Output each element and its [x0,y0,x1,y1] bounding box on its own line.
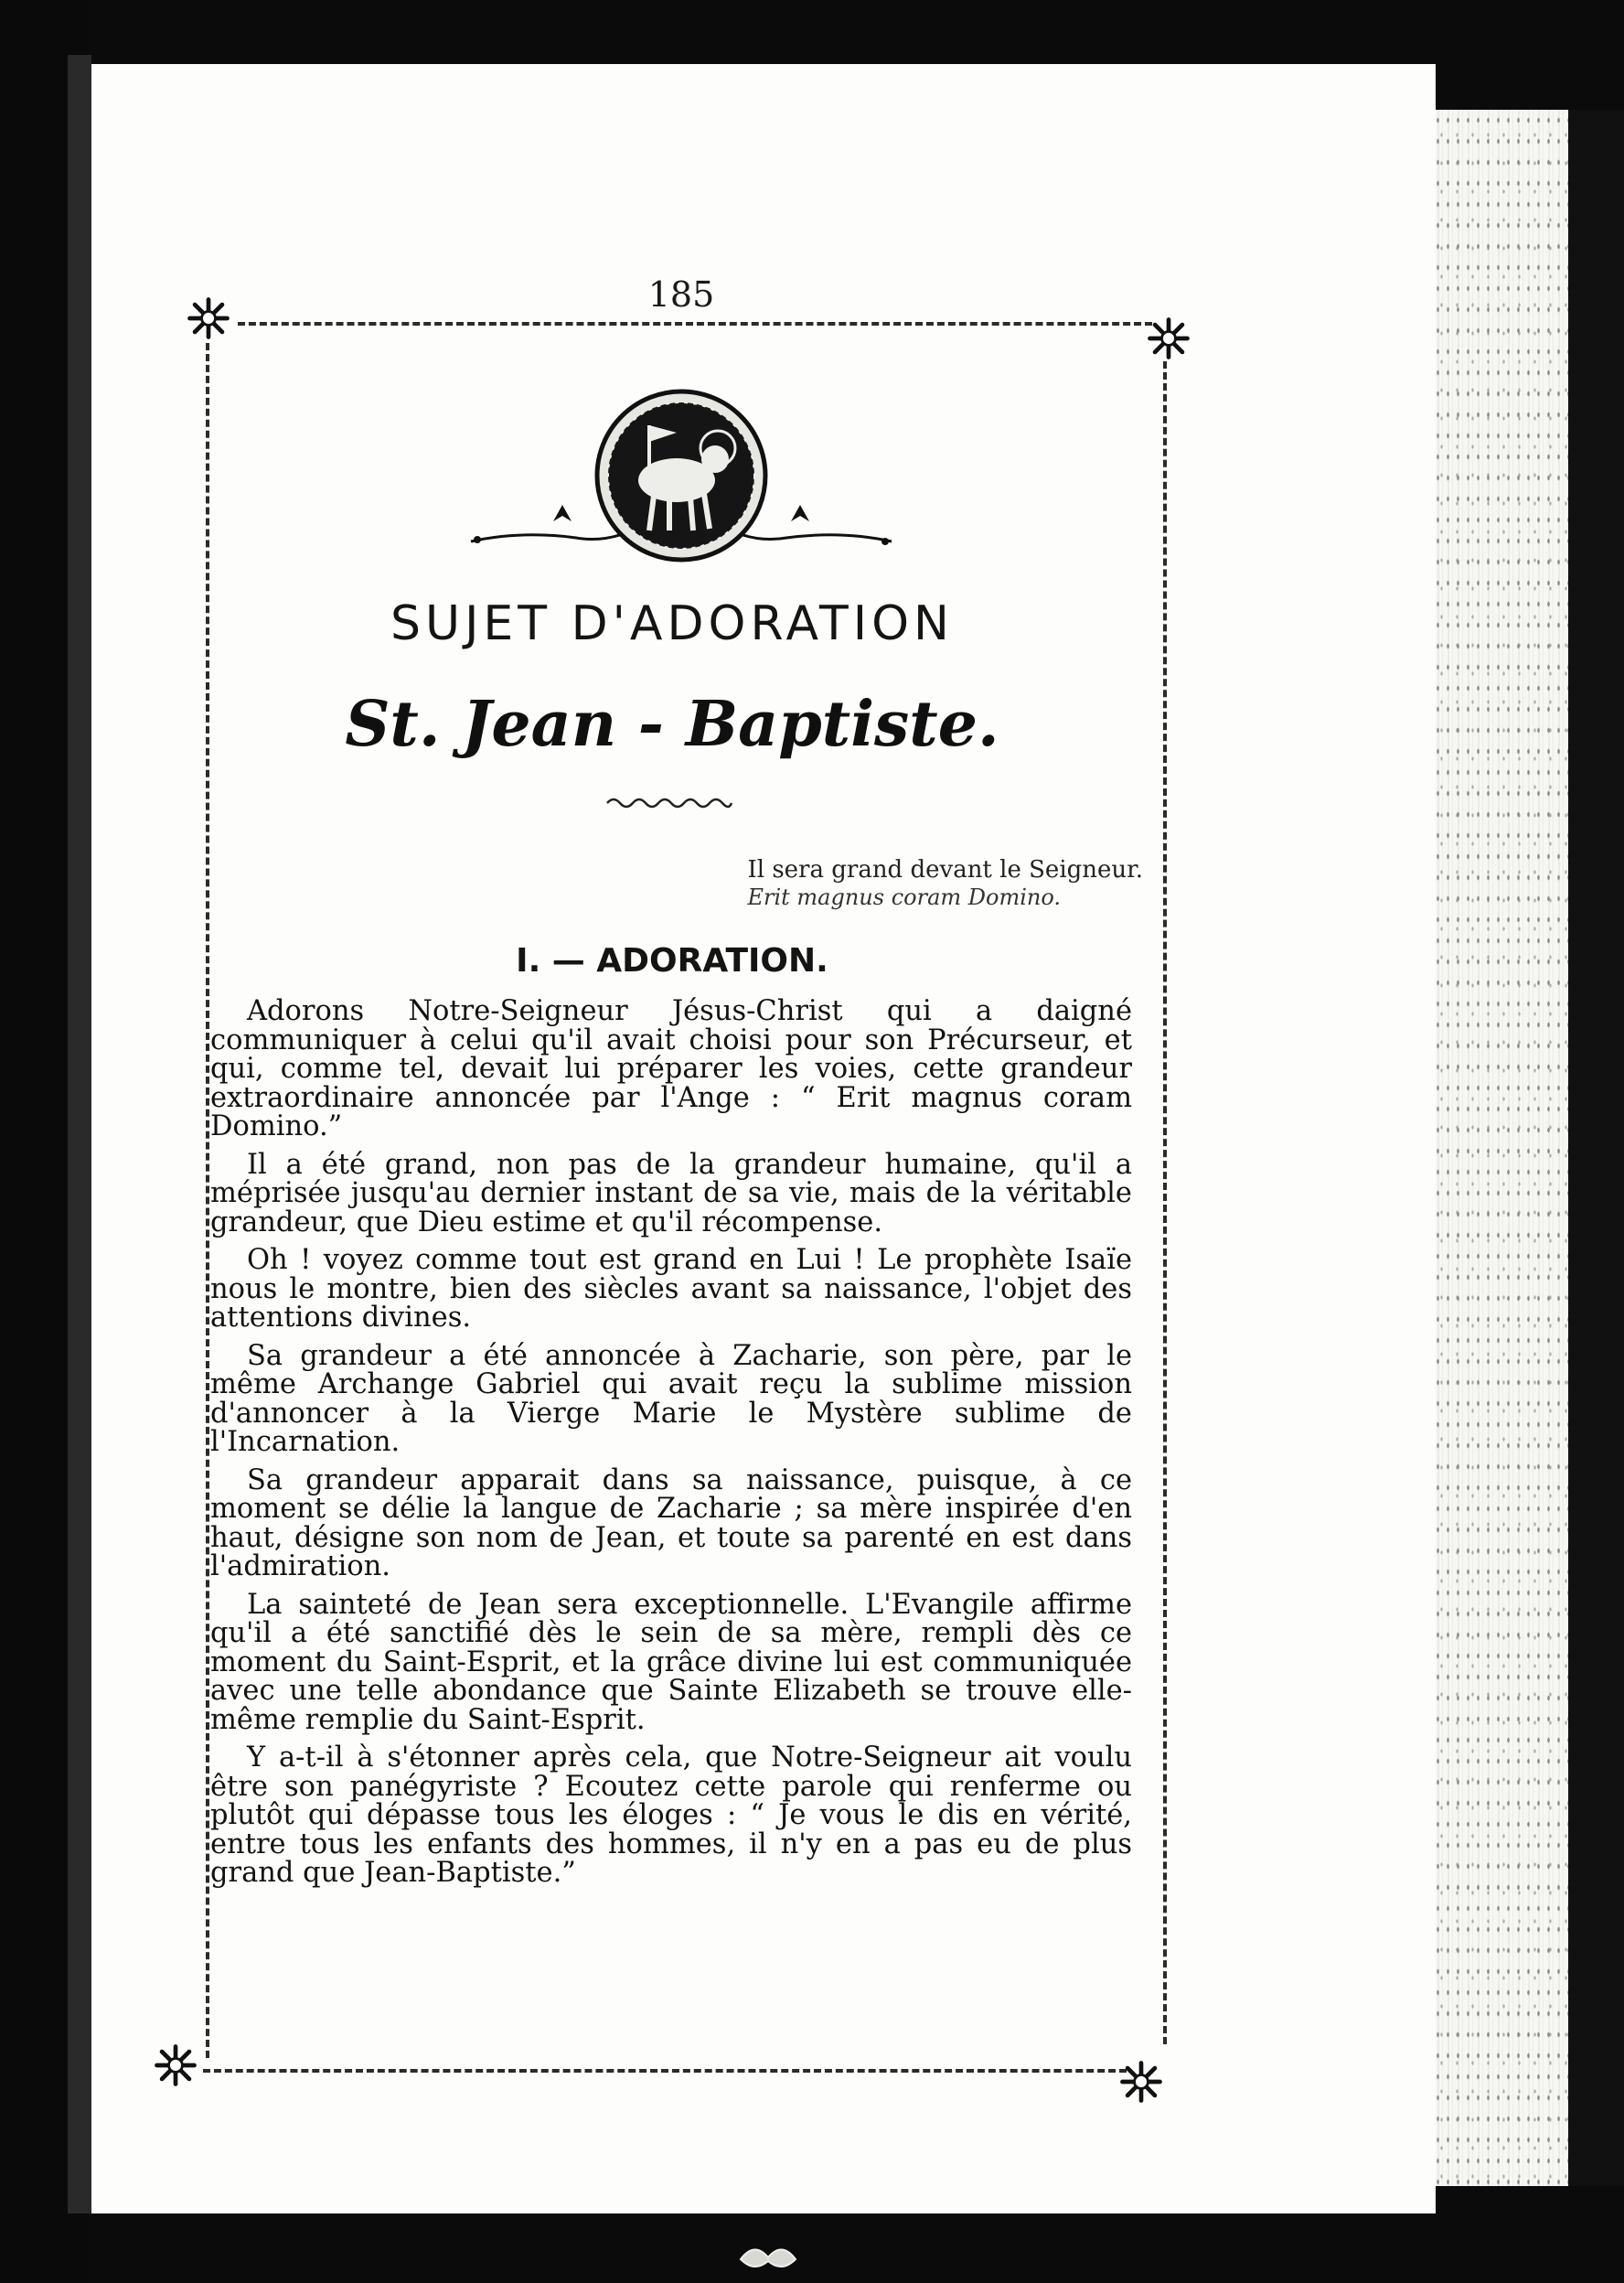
epigraph [549,855,1143,910]
epigraph-french: Il sera grand devant le Seigneur. [747,856,1143,884]
paragraph: Sa grandeur apparait dans sa naissance, puisque, à ce moment se délie la langue de Zacharie ; sa mère inspirée d'en haut, désigne son nom de Jean, et toute sa parenté en est dans l'admiration. [210,1463,1132,1582]
page-title: SUJET D'ADORATION [390,596,954,651]
paragraph: Oh ! voyez comme tout est grand en Lui ! Le prophète Isaïe nous le montre, bien des siècles avant sa naissance, l'objet des attentions divines. [210,1244,1132,1334]
corner-flower-icon [183,293,234,344]
frame-top-border [238,322,1152,326]
paragraph: Il a été grand, non pas de la grandeur humaine, qu'il a méprisée jusqu'au dernier instant de sa vie, mais de la véritable grandeur, que Dieu estime et qu'il récompense. [210,1148,1132,1238]
bottom-ornament-icon [732,2232,805,2278]
paragraph: La sainteté de Jean sera exceptionnelle. L'Evangile affirme qu'il a été sanctifié dès le sein de sa mère, rempli dès ce moment du Saint-Esprit, et la grâce divine lui est communiquée avec une telle abondance que Sainte Elizabeth se trouve elle-même remplie du Saint-Esprit. [210,1588,1132,1736]
book-spine [68,55,91,2213]
paragraph: Sa grandeur a été annoncée à Zacharie, son père, par le même Archange Gabriel qui avait reçu la sublime mission d'annoncer à la Vierge Marie le Mystère sublime de l'Incarnation. [210,1339,1132,1458]
page-edges [1413,110,1570,2186]
paragraph: Y a-t-il à s'étonner après cela, que Notre-Seigneur ait voulu être son panégyriste ? Ecoutez cette parole qui renferme ou plutôt qui dépasse tous les éloges : “ Je vous le dis en vérité, entre tous les enfants des hommes, il n'y en a pas eu de plus grand que Jean-Baptiste.” [210,1742,1132,1889]
frame-left-border [206,343,209,2058]
body-text [210,997,1132,1897]
wavy-divider [605,794,733,812]
section-heading: I. — ADORATION. [516,942,828,980]
scan-right-margin [1568,110,1624,2186]
frame-bottom-border [203,2069,1127,2073]
paragraph: Adorons Notre-Seigneur Jésus-Christ qui a daigné communiquer à celui qu'il avait choisi pour son Précurseur, et qui, comme tel, devait lui préparer les voies, cette grandeur extraordinaire annoncée par l'Ange : “ Erit magnus coram Domino.” [210,995,1132,1142]
corner-flower-icon [150,2040,201,2091]
agnus-dei-lamb-icon [466,384,896,576]
page-subtitle: St. Jean - Baptiste. [345,688,999,761]
corner-flower-icon [1116,2056,1167,2107]
page-edge-specks [1413,110,1568,2186]
page-number: 185 [647,274,715,315]
frame-right-border [1163,361,1167,2044]
corner-flower-icon [1143,313,1194,364]
epigraph-latin: Erit magnus coram Domino. [747,884,1061,910]
